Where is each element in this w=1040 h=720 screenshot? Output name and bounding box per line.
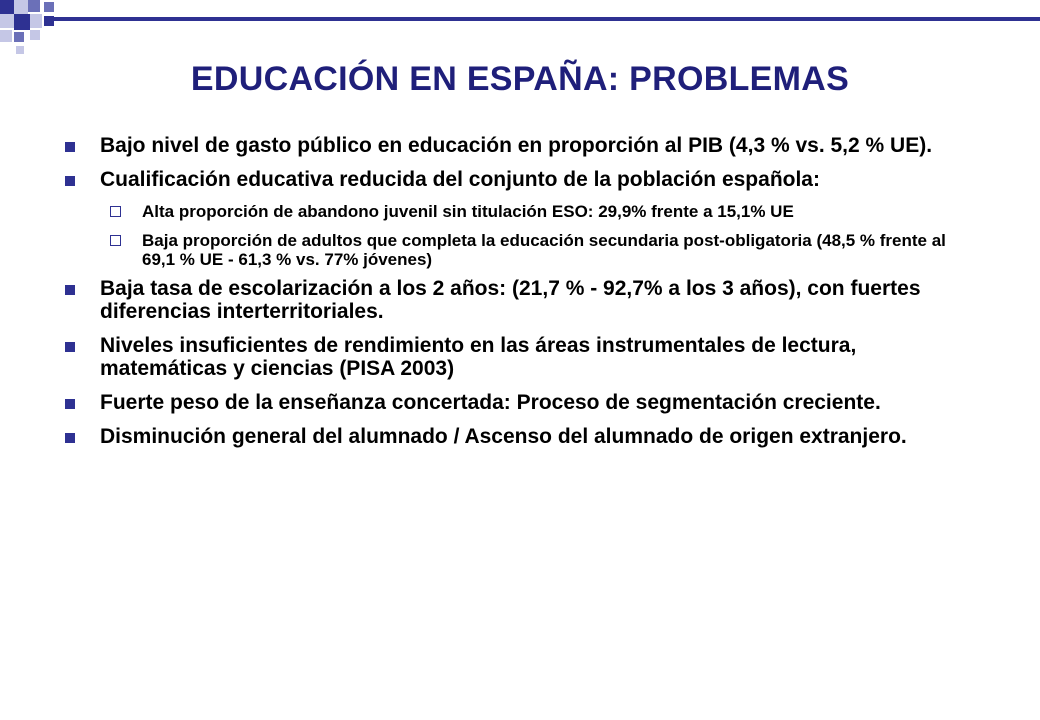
hollow-square-bullet-icon xyxy=(110,235,121,246)
list-item xyxy=(62,168,982,191)
sub-list-item-text: Baja proporción de adultos que completa la educación secundaria post-obligatoria (48,5 % frente al 69,1 % UE - 61,3 % vs. 77% jóvenes) xyxy=(142,231,946,269)
square-bullet-icon xyxy=(65,342,75,352)
sub-list-item-text: Alta proporción de abandono juvenil sin titulación ESO: 29,9% frente a 15,1% UE xyxy=(142,202,794,221)
list-item xyxy=(62,391,982,414)
list-item xyxy=(62,134,982,157)
square-bullet-icon xyxy=(65,399,75,409)
list-item-text: Cualificación educativa reducida del conjunto de la población española: xyxy=(100,168,820,191)
sub-list-item xyxy=(62,231,982,269)
list-item-text: Bajo nivel de gasto público en educación en proporción al PIB (4,3 % vs. 5,2 % UE). xyxy=(100,134,933,157)
list-item-text: Fuerte peso de la enseñanza concertada: Proceso de segmentación creciente. xyxy=(100,391,881,414)
bullet-list xyxy=(62,134,982,459)
list-item-text: Baja tasa de escolarización a los 2 años: (21,7 % - 92,7% a los 3 años), con fuertes diferencias interterritoriales. xyxy=(100,277,921,323)
list-item xyxy=(62,277,982,323)
list-item-text: Disminución general del alumnado / Ascenso del alumnado de origen extranjero. xyxy=(100,425,907,448)
list-item xyxy=(62,334,982,380)
list-item xyxy=(62,425,982,448)
list-item-text: Niveles insuficientes de rendimiento en las áreas instrumentales de lectura, matemáticas y ciencias (PISA 2003) xyxy=(100,334,857,380)
sub-list-item xyxy=(62,202,982,221)
square-bullet-icon xyxy=(65,176,75,186)
square-bullet-icon xyxy=(65,433,75,443)
slide-title: EDUCACIÓN EN ESPAÑA: PROBLEMAS xyxy=(190,60,850,98)
square-bullet-icon xyxy=(65,285,75,295)
header-rule xyxy=(54,17,1040,21)
hollow-square-bullet-icon xyxy=(110,206,121,217)
square-bullet-icon xyxy=(65,142,75,152)
